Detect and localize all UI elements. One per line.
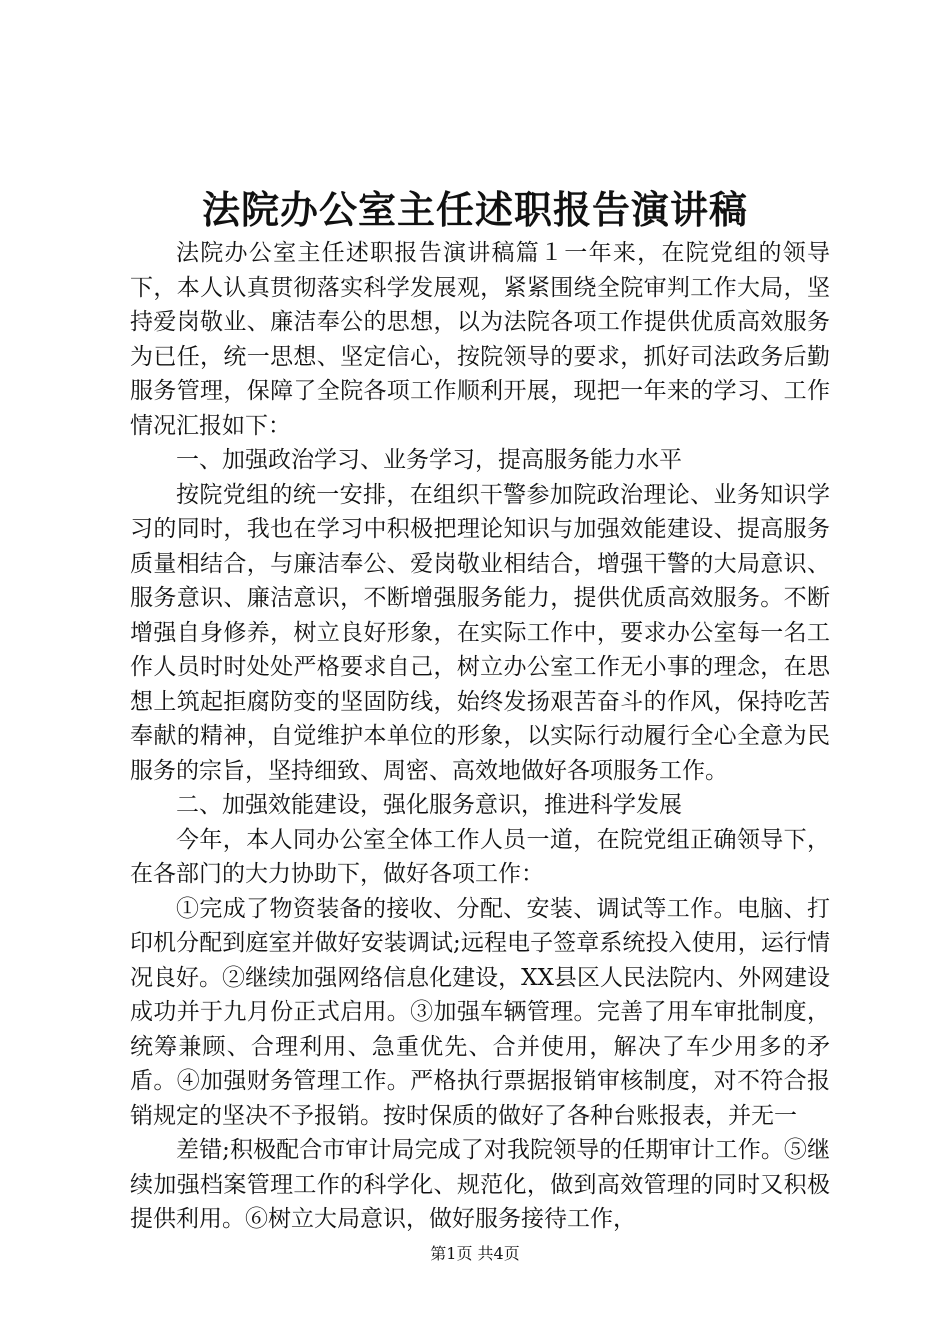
paragraph-section-2-intro: 今年，本人同办公室全体工作人员一道，在院党组正确领导下，在各部门的大力协助下，做好各项工作： <box>130 826 830 887</box>
document-body <box>130 236 830 1237</box>
document-title: 法院办公室主任述职报告演讲稿 <box>201 187 748 232</box>
paragraph-section-1: 按院党组的统一安排，在组织干警参加院政治理论、业务知识学习的同时，我也在学习中积极把理论知识与加强效能建设、提高服务质量相结合，与廉洁奉公、爱岗敬业相结合，增强干警的大局意识、服务意识、廉洁意识，不断增强服务能力，提供优质高效服务。不断增强自身修养，树立良好形象，在实际工作中，要求办公室每一名工作人员时时处处严格要求自己，树立办公室工作无小事的理念，在思想上筑起拒腐防变的坚固防线，始终发扬艰苦奋斗的作风，保持吃苦奉献的精神，自觉维护本单位的形象，以实际行动履行全心全意为民服务的宗旨，坚持细致、周密、高效地做好各项服务工作。 <box>130 481 830 784</box>
section-heading-1: 一、加强政治学习、业务学习，提高服务能力水平 <box>176 447 682 473</box>
section-heading-2: 二、加强效能建设，强化服务意识，推进科学发展 <box>176 792 682 818</box>
page-number-footer: 第1页 共4页 <box>430 1244 520 1263</box>
paragraph-intro: 法院办公室主任述职报告演讲稿篇１一年来，在院党组的领导下，本人认真贯彻落实科学发展观，紧紧围绕全院审判工作大局，坚持爱岗敬业、廉洁奉公的思想，以为法院各项工作提供优质高效服务为已任，统一思想、坚定信心，按院领导的要求，抓好司法政务后勤服务管理，保障了全院各项工作顺利开展，现把一年来的学习、工作情况汇报如下： <box>130 240 830 439</box>
paragraph-work-items-continued: 差错;积极配合市审计局完成了对我院领导的任期审计工作。⑤继续加强档案管理工作的科学化、规范化，做到高效管理的同时又积极提供利用。⑥树立大局意识，做好服务接待工作， <box>130 1137 830 1232</box>
paragraph-work-items: ①完成了物资装备的接收、分配、安装、调试等工作。电脑、打印机分配到庭室并做好安装调试;远程电子签章系统投入使用，运行情况良好。②继续加强网络信息化建设，XX县区人民法院内、外网建设成功并于九月份正式启用。③加强车辆管理。完善了用车审批制度，统筹兼顾、合理利用、急重优先、合并使用，解决了车少用多的矛盾。④加强财务管理工作。严格执行票据报销审核制度，对不符合报销规定的坚决不予报销。按时保质的做好了各种台账报表，并无一 <box>130 895 830 1129</box>
